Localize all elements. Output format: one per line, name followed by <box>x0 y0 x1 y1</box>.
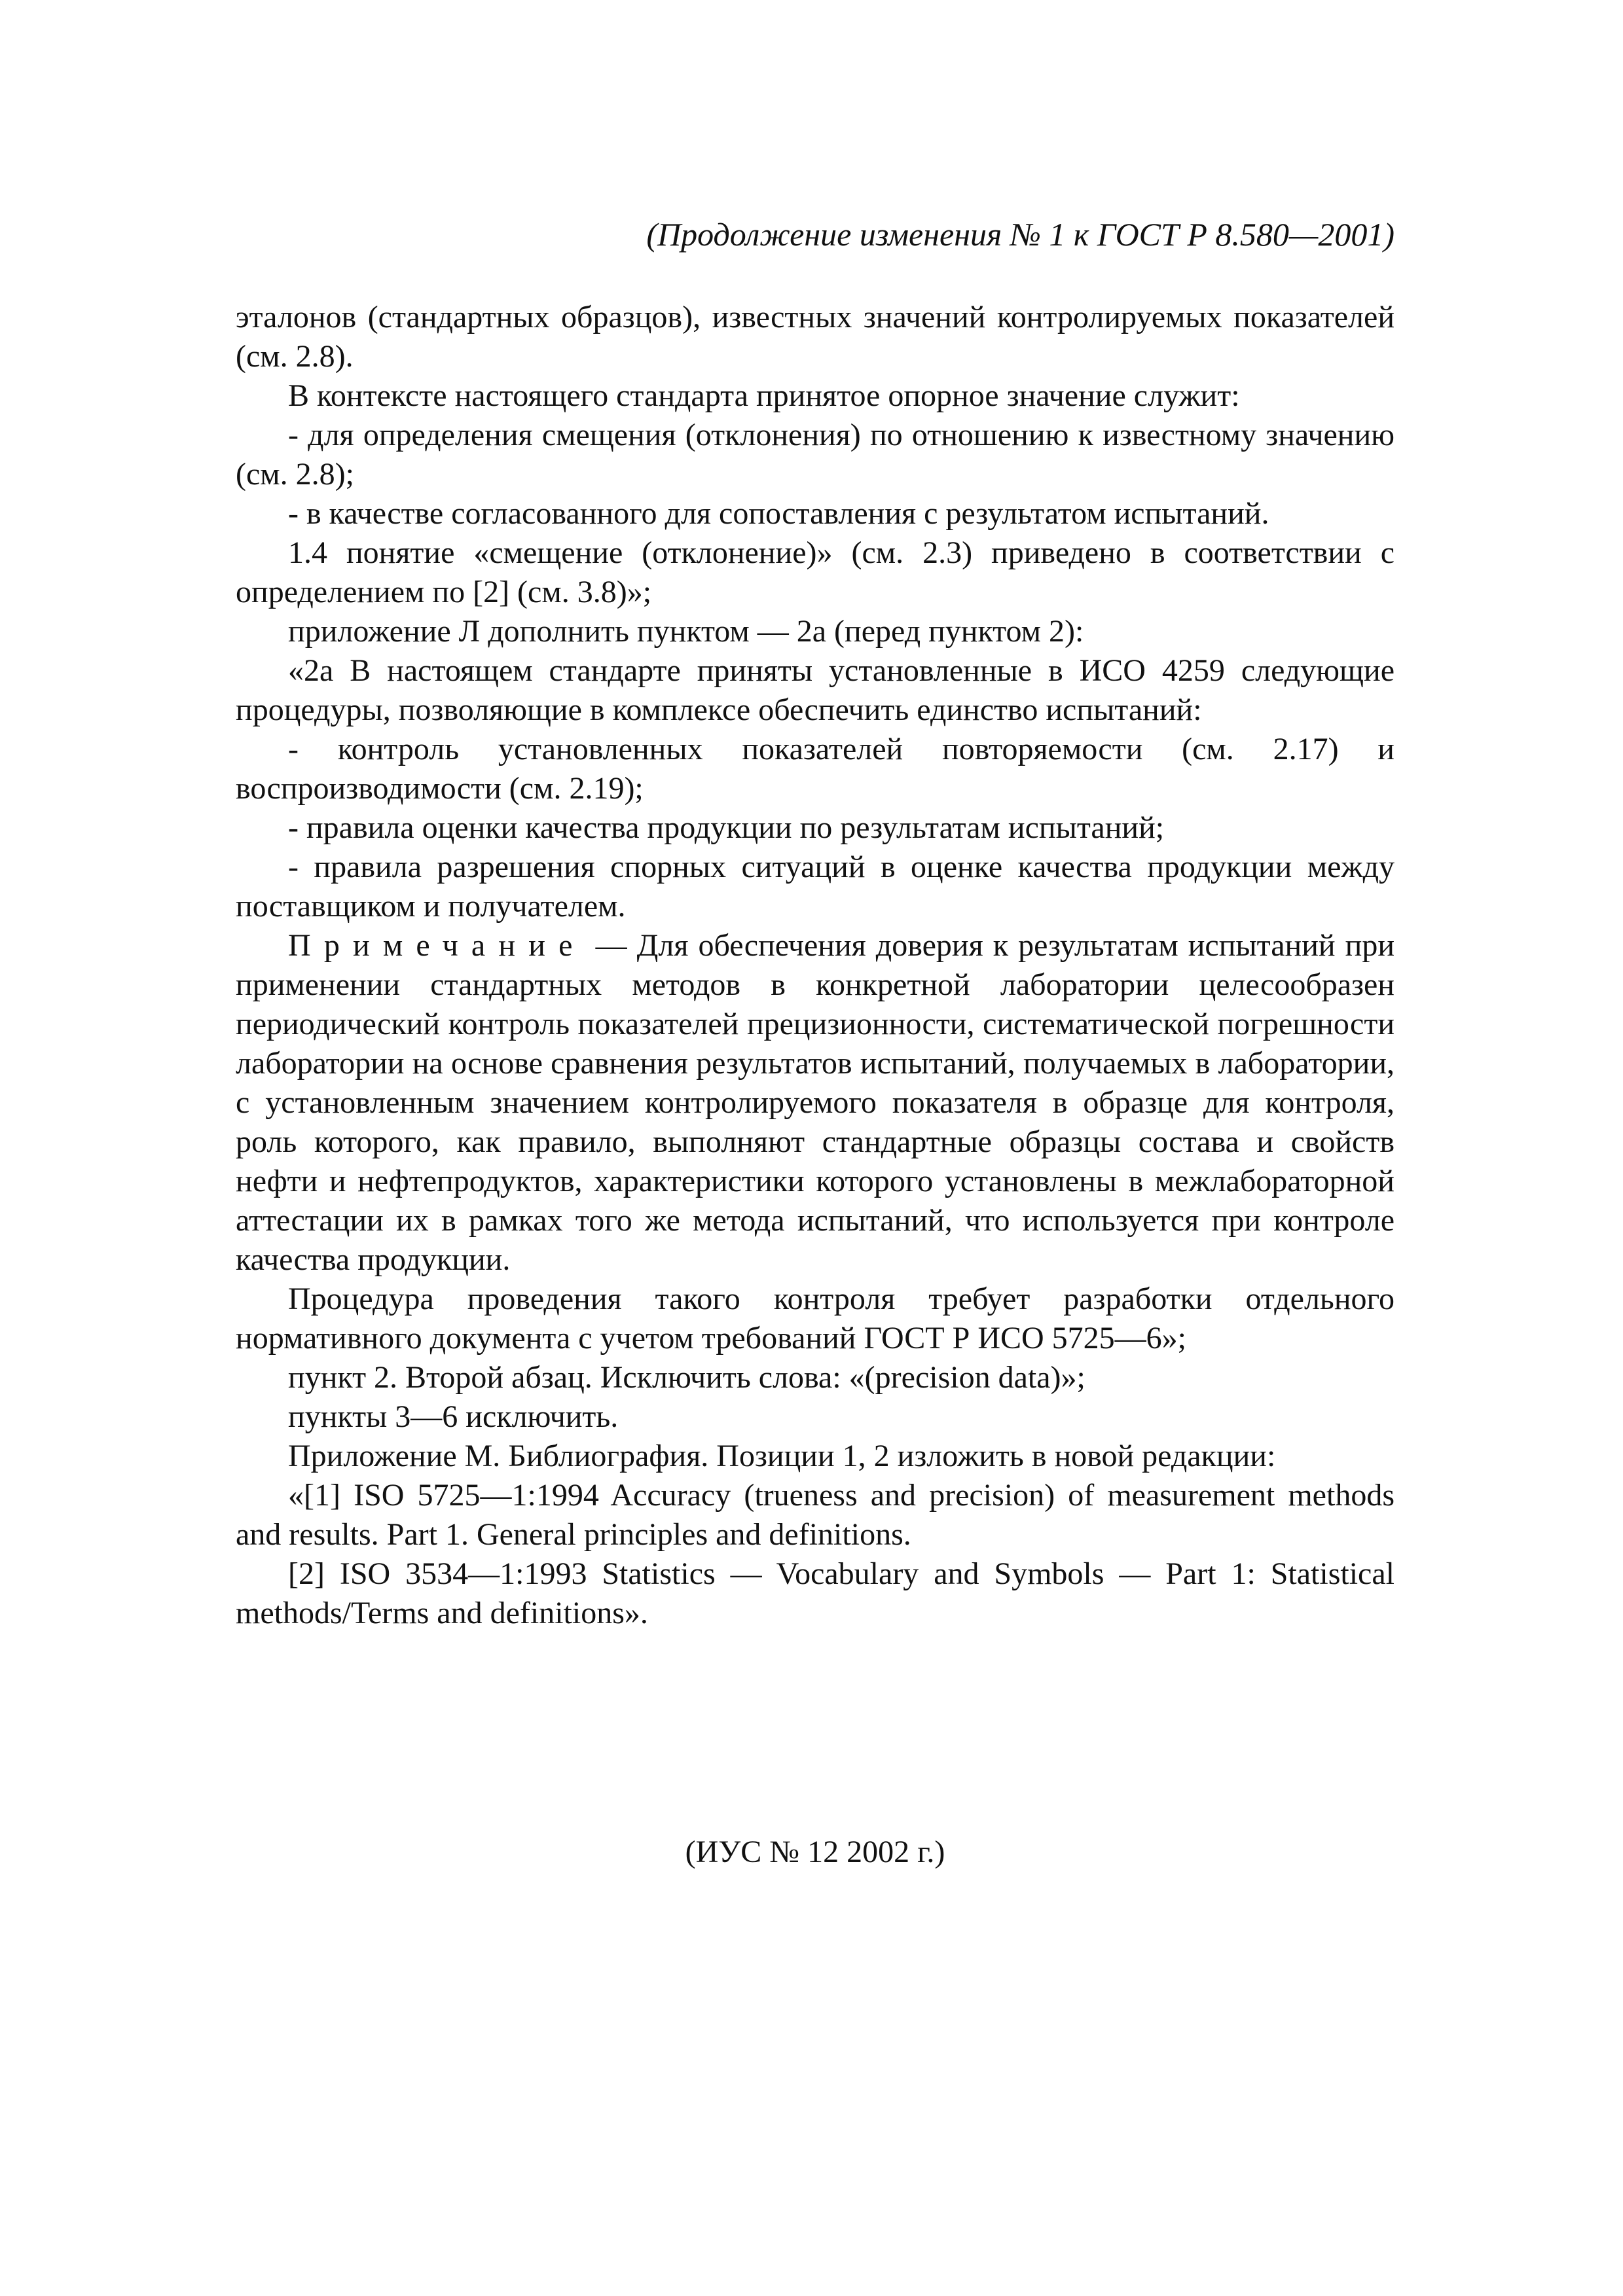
note-dash: — <box>585 928 637 963</box>
list-item: - для определения смещения (отклонения) по отношению к известному значению (см. 2.8); <box>236 418 1395 492</box>
bibliography-item: [2] ISO 3534—1:1993 Statistics — Vocabulary and Symbols — Part 1: Statistical methods/Terms and definitions». <box>236 1556 1395 1630</box>
bibliography-item: «[1] ISO 5725—1:1994 Accuracy (trueness and precision) of measurement methods and results. Part 1. General principles and definitions. <box>236 1478 1395 1552</box>
paragraph: «2а В настоящем стандарте приняты установленные в ИСО 4259 следующие процедуры, позволяющие в комплексе обеспечить единство испытаний: <box>236 653 1395 727</box>
list-item: - правила разрешения спорных ситуаций в оценке качества продукции между поставщиком и получателем. <box>236 850 1395 924</box>
paragraph: пункт 2. Второй абзац. Исключить слова: «(precision data)»; <box>288 1360 1085 1395</box>
note-text: Для обеспечения доверия к результатам испытаний при применении стандартных методов в конкретной лаборатории целесообразен периодический контроль показателей прецизионности, систематической погрешности лаборатории на основе сравнения результатов испытаний, получаемых в лаборатории, с установленным значением контролируемого показателя в образце для контроля, роль которого, как правило, выполняют стандартные образцы состава и свойств нефти и нефтепродуктов, характеристики которого установлены в межлабораторной аттестации их в рамках того же метода испытаний, что используется при контроле качества продукции. <box>236 928 1395 1277</box>
list-item: - контроль установленных показателей повторяемости (см. 2.17) и воспроизводимости (см. 2.19); <box>236 732 1395 806</box>
note-paragraph <box>236 926 1395 1280</box>
paragraph: эталонов (стандартных образцов), известных значений контролируемых показателей (см. 2.8). <box>236 300 1395 374</box>
paragraph: В контексте настоящего стандарта принятое опорное значение служит: <box>288 378 1240 413</box>
body-text <box>236 298 1395 1633</box>
note-label: Примечание <box>288 928 586 963</box>
list-item: - правила оценки качества продукции по результатам испытаний; <box>288 810 1165 845</box>
paragraph: 1.4 понятие «смещение (отклонение)» (см. 2.3) приведено в соответствии с определением по [2] (см. 3.8)»; <box>236 535 1395 609</box>
paragraph: пункты 3—6 исключить. <box>288 1399 619 1434</box>
footer-reference: (ИУС № 12 2002 г.) <box>685 1835 945 1869</box>
paragraph: приложение Л дополнить пунктом — 2а (перед пунктом 2): <box>288 614 1084 649</box>
paragraph: Приложение М. Библиография. Позиции 1, 2 изложить в новой редакции: <box>288 1439 1276 1473</box>
paragraph: Процедура проведения такого контроля требует разработки отдельного нормативного документа с учетом требований ГОСТ Р ИСО 5725—6»; <box>236 1282 1395 1355</box>
list-item: - в качестве согласованного для сопоставления с результатом испытаний. <box>288 496 1269 531</box>
page-header: (Продолжение изменения № 1 к ГОСТ Р 8.580—2001) <box>646 216 1395 253</box>
